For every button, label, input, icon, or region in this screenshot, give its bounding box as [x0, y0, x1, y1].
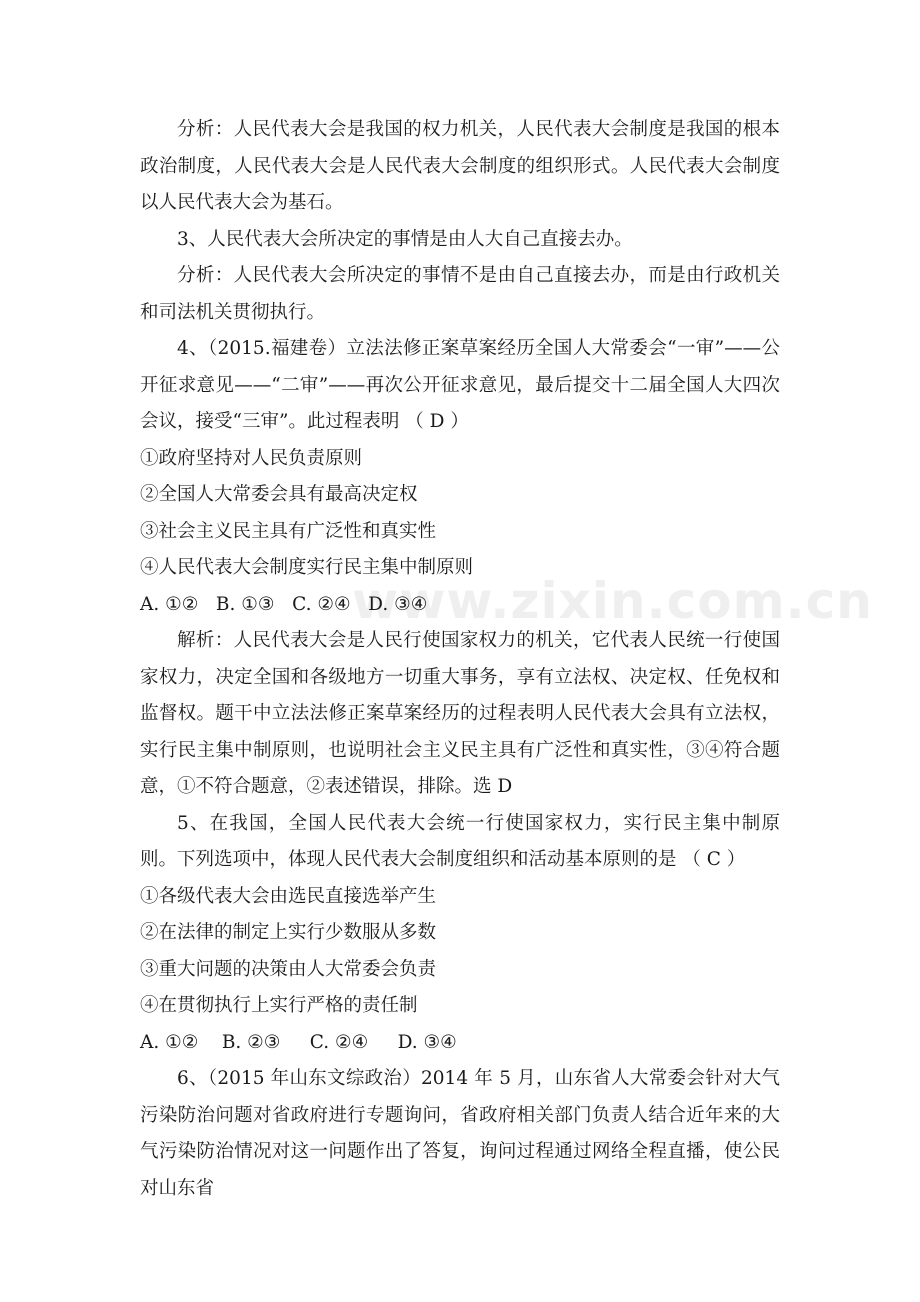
q4-option-2: ②全国人大常委会具有最高决定权: [140, 484, 418, 505]
watermark: www.zixin.com.cn: [352, 572, 873, 630]
q5-choices: A. ①② B. ②③ C. ②④ D. ③④: [140, 1031, 457, 1053]
q4-choices: A. ①② B. ①③ C. ②④ D. ③④: [140, 593, 428, 615]
document-body: [140, 112, 780, 1207]
q5-option-4: ④在贯彻执行上实行严格的责任制: [140, 995, 418, 1016]
q4-option-4: ④人民代表大会制度实行民主集中制原则: [140, 557, 474, 578]
analysis-paragraph-1: 分析：人民代表大会是我国的权力机关，人民代表大会制度是我国的根本政治制度，人民代表大会是人民代表大会制度的组织形式。人民代表大会制度以人民代表大会为基石。: [140, 119, 780, 213]
q5-option-2: ②在法律的制定上实行少数服从多数: [140, 922, 437, 943]
q5-option-3: ③重大问题的决策由人大常委会负责: [140, 958, 437, 980]
q5-option-1: ①各级代表大会由选民直接选举产生: [140, 885, 437, 907]
q4-option-3: ③社会主义民主具有广泛性和真实性: [140, 520, 437, 542]
analysis-paragraph-3: 分析：人民代表大会所决定的事情不是由自己直接去办，而是由行政机关和司法机关贯彻执行。: [140, 265, 780, 323]
question-3: 3、人民代表大会所决定的事情是由人大自己直接去办。: [177, 228, 633, 250]
question-6: 6、（2015 年山东文综政治）2014 年 5 月，山东省人大常委会针对大气污染防治问题对省政府进行专题询问，省政府相关部门负责人结合近年来的大气污染防治情况对这一问题作出了答复，询问过程通过网络全程直播，使公民对山东省: [140, 1068, 780, 1199]
q4-option-1: ①政府坚持对人民负责原则: [140, 447, 363, 469]
question-4: 4、（2015.福建卷）立法法修正案草案经历全国人大常委会“一审”——公开征求意见——“二审”——再次公开征求意见，最后提交十二届全国人大四次会议，接受“三审”。此过程表明 （ D ）: [140, 338, 780, 432]
q4-explanation: 解析：人民代表大会是人民行使国家权力的机关，它代表人民统一行使国家权力，决定全国和各级地方一切重大事务，享有立法权、决定权、任免权和监督权。题干中立法法修正案草案经历的过程表明人民代表大会具有立法权，实行民主集中制原则，也说明社会主义民主具有广泛性和真实性，③④符合题意，①不符合题意，②表述错误，排除。选 D: [140, 630, 780, 797]
question-5: 5、在我国，全国人民代表大会统一行使国家权力，实行民主集中制原则。下列选项中，体现人民代表大会制度组织和活动基本原则的是 （ C ）: [140, 812, 780, 870]
